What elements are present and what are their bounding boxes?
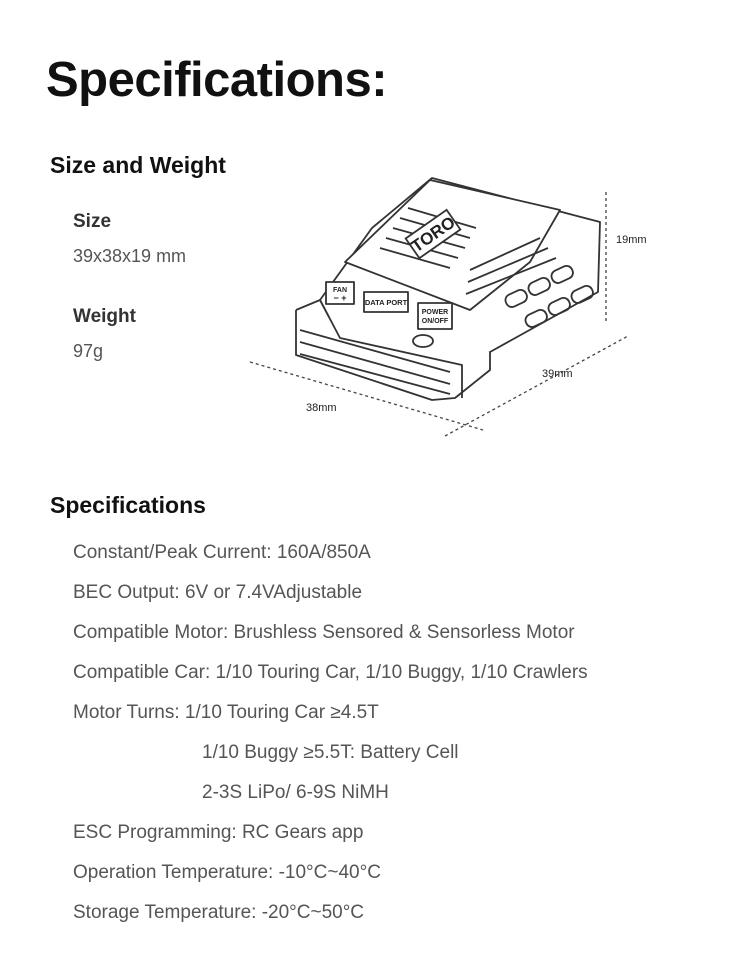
size-value: 39x38x19 mm — [73, 246, 187, 266]
fan-label: FAN — [333, 287, 347, 294]
size-label: Size — [73, 211, 112, 232]
size-weight-heading: Size and Weight — [50, 152, 226, 178]
specifications-heading: Specifications — [50, 492, 206, 518]
spec-item-programming: ESC Programming: RC Gears app — [73, 822, 364, 843]
weight-value: 97g — [73, 341, 104, 361]
spec-item-current: Constant/Peak Current: 160A/850A — [73, 542, 371, 563]
esc-dimension-diagram — [240, 170, 670, 450]
specifications-list — [73, 540, 588, 940]
spec-item-operation-temperature: Operation Temperature: -10°C~40°C — [73, 862, 381, 883]
spec-item-battery-cell: 2-3S LiPo/ 6-9S NiMH — [202, 782, 389, 803]
brand-label: TORO — [407, 212, 459, 257]
weight-label: Weight — [73, 306, 136, 327]
spec-item-bec-output: BEC Output: 6V or 7.4VAdjustable — [73, 582, 363, 603]
data-port-label: DATA PORT — [364, 298, 408, 307]
height-dimension-label: 19mm — [616, 234, 647, 246]
spec-item-motor-turns-buggy: 1/10 Buggy ≥5.5T: Battery Cell — [202, 742, 459, 763]
fan-polarity-icon: − + — [333, 293, 347, 303]
spec-item-compatible-car: Compatible Car: 1/10 Touring Car, 1/10 Buggy, 1/10 Crawlers — [73, 662, 588, 683]
page-title: Specifications: — [46, 53, 388, 107]
spec-item-compatible-motor: Compatible Motor: Brushless Sensored & Sensorless Motor — [73, 622, 575, 643]
power-onoff-label: ON/OFF — [421, 318, 449, 325]
power-label: POWER — [421, 309, 449, 316]
spec-item-storage-temperature: Storage Temperature: -20°C~50°C — [73, 902, 365, 923]
width-dimension-label: 38mm — [306, 402, 337, 414]
spec-item-motor-turns: Motor Turns: 1/10 Touring Car ≥4.5T — [73, 702, 379, 723]
length-dimension-label: 39mm — [542, 368, 573, 380]
